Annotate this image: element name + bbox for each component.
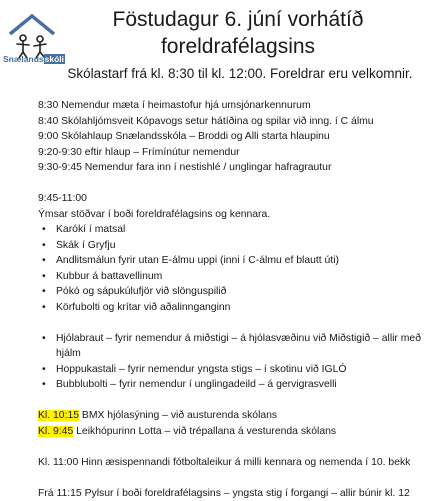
- school-logo-text: Snælandsskóli: [3, 54, 65, 64]
- barbecue-event: Frá 11:15 Pylsur í boði foreldrafélagsins – yngsta stig í forgangi – allir búnir kl. 12: [38, 486, 426, 501]
- stations-intro: Ýmsar stöðvar í boði foreldrafélagsins og kennara.: [38, 207, 426, 223]
- highlighted-text: BMX hjólasýning – við austurenda skólans: [79, 410, 277, 421]
- list-item: • Hjólabraut – fyrir nemendur á miðstigi – á hjólasvæðinu við Miðstigið – allir með hjálm: [38, 331, 426, 362]
- list-item: • Andlitsmálun fyrir utan E-álmu uppi (inni í C-álmu ef blautt úti): [38, 253, 426, 269]
- morning-schedule: [38, 98, 426, 176]
- schedule-line: 9:30-9:45 Nemendur fara inn í nestishlé / unglingar hafragrautur: [38, 160, 426, 176]
- highlighted-time: Kl. 9:45: [38, 426, 73, 437]
- list-item: • Pókó og sápukúlufjör við slönguspilið: [38, 284, 426, 300]
- highlighted-event: [38, 408, 426, 424]
- schedule-line: 8:40 Skólahljómsveit Kópavogs setur hátíðina og spilar við inng. í C álmu: [38, 114, 426, 130]
- list-item: • Bubblubolti – fyrir nemendur í unglingadeild – á gervigrasvelli: [38, 377, 426, 393]
- stations-time: 9:45-11:00: [38, 191, 426, 207]
- stations-list: [38, 222, 426, 315]
- activities-list: [38, 331, 426, 393]
- list-item: • Körfubolti og krítar við aðalinnganginn: [38, 300, 426, 316]
- list-item: • Hoppukastali – fyrir nemendur yngsta stigs – í skotinu við IGLÓ: [38, 362, 426, 378]
- schedule-line: 8:30 Nemendur mæta í heimastofur hjá umsjónarkennurum: [38, 98, 426, 114]
- schedule-line: 9:20-9:30 eftir hlaup – Frímínútur nemendur: [38, 145, 426, 161]
- page-title: Föstudagur 6. júní vorhátíð foreldrafélagsins: [68, 6, 408, 60]
- schedule-content: [38, 98, 426, 501]
- page-subtitle: Skólastarf frá kl. 8:30 til kl. 12:00. Foreldrar eru velkomnir.: [60, 66, 420, 81]
- highlighted-event: [38, 424, 426, 440]
- list-item: • Skák í Gryfju: [38, 238, 426, 254]
- highlighted-time: Kl. 10:15: [38, 410, 79, 421]
- list-item: • Karókí í matsal: [38, 222, 426, 238]
- list-item: • Kubbur á battavellinum: [38, 269, 426, 285]
- football-event: Kl. 11:00 Hinn æsispennandi fótboltaleikur á milli kennara og nemenda í 10. bekk: [38, 455, 426, 471]
- highlighted-text: Leikhópurinn Lotta – við trépallana á vesturenda skólans: [73, 426, 336, 437]
- schedule-line: 9:00 Skólahlaup Snælandsskóla – Broddi og Alli starta hlaupinu: [38, 129, 426, 145]
